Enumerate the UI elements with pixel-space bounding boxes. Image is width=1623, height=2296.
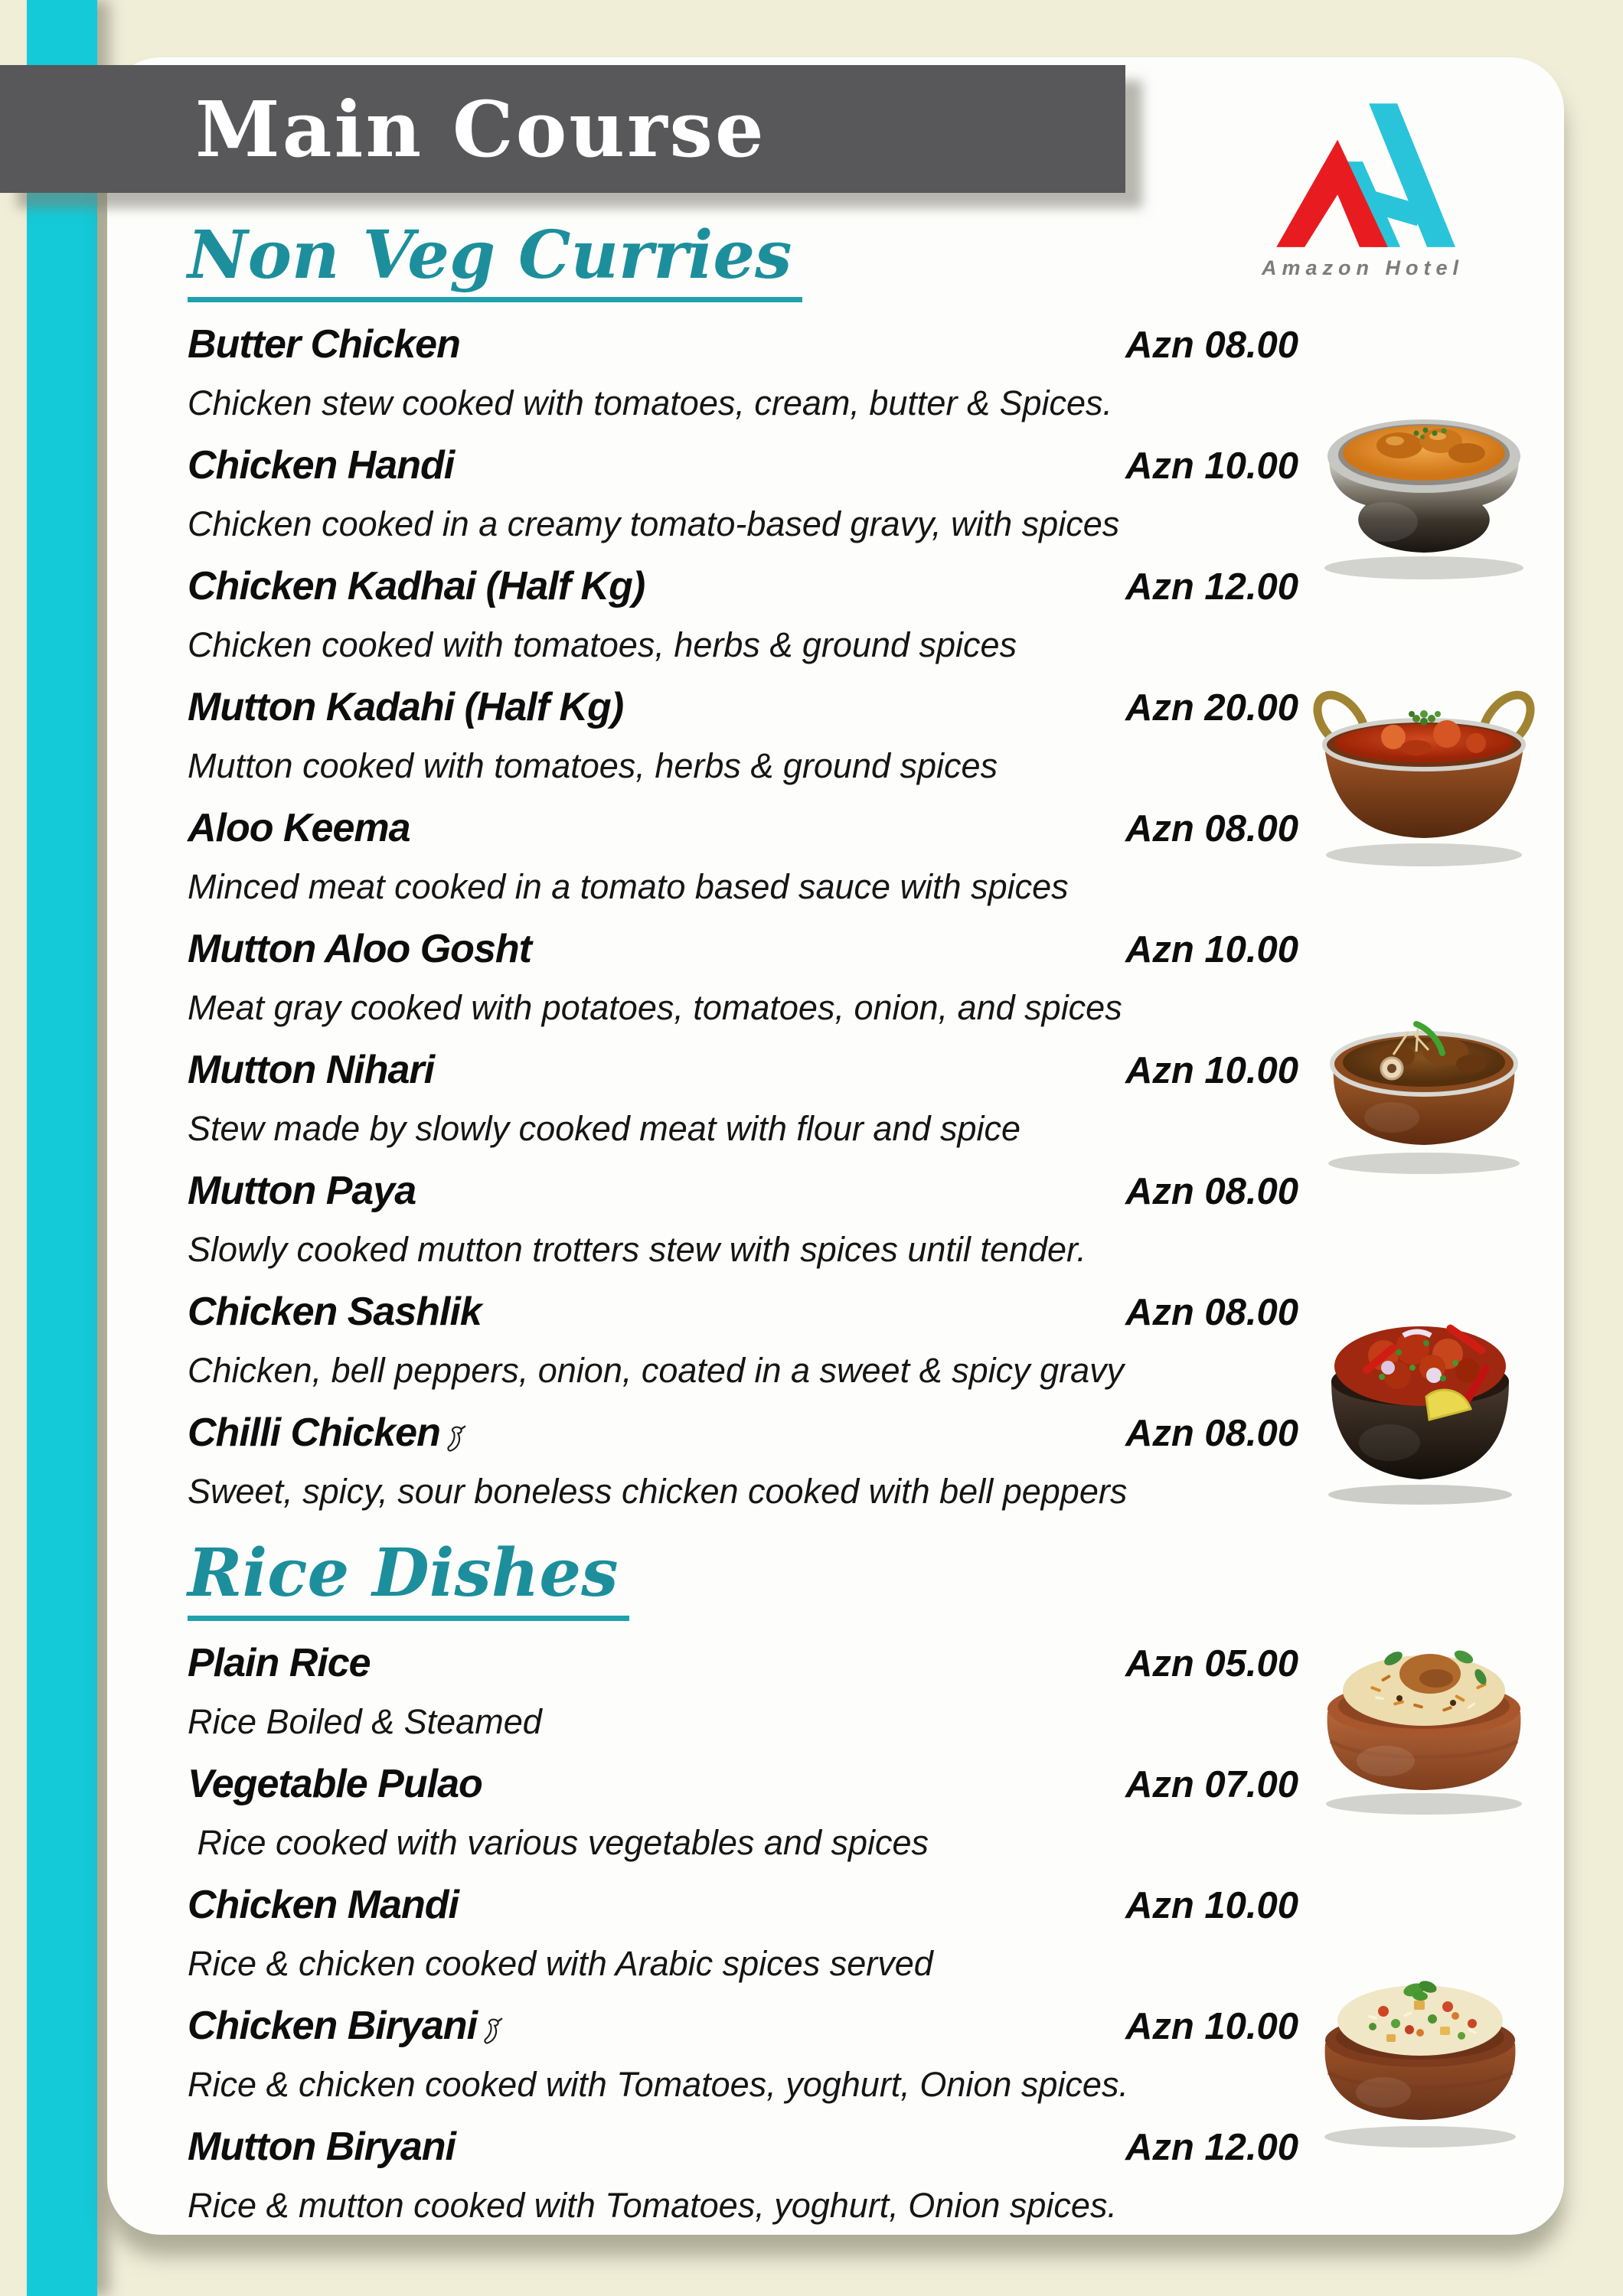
- menu-item-row: [188, 556, 1397, 617]
- item-name: Plain Rice: [188, 1640, 371, 1685]
- item-name: Mutton Biryani: [188, 2124, 456, 2169]
- menu-item: [188, 1875, 1397, 1996]
- item-name-wrap: [188, 1161, 1125, 1221]
- vegetable-rice-photo: [1298, 1944, 1543, 2174]
- menu-item: [188, 919, 1397, 1040]
- menu-item-row: [188, 2117, 1397, 2177]
- page-title: Main Course: [195, 83, 766, 174]
- item-name-wrap: [188, 1875, 1125, 1936]
- menu-item-row: [188, 1403, 1397, 1463]
- item-name-wrap: [188, 1996, 1125, 2056]
- item-price: Azn 08.00: [1125, 1171, 1299, 1213]
- menu-item: [188, 315, 1397, 435]
- item-description: Chicken, bell peppers, onion, coated in a sweet & spicy gravy: [188, 1351, 1125, 1391]
- mutton-nihari-photo: [1301, 972, 1546, 1202]
- chilli-chicken-photo: [1298, 1282, 1543, 1512]
- item-description: Stew made by slowly cooked meat with flour and spice: [188, 1109, 1021, 1149]
- item-name-wrap: [188, 798, 1125, 859]
- menu-item: [188, 556, 1397, 677]
- item-description: Meat gray cooked with potatoes, tomatoes, onion, and spices: [188, 988, 1122, 1028]
- item-price: Azn 07.00: [1125, 1763, 1299, 1805]
- item-price: Azn 10.00: [1125, 2005, 1299, 2047]
- item-description: Sweet, spicy, sour boneless chicken cooked with bell peppers: [188, 1472, 1128, 1512]
- item-name-wrap: [188, 677, 1125, 738]
- item-name: Mutton Aloo Gosht: [188, 927, 531, 972]
- item-description: Rice & chicken cooked with Tomatoes, yoghurt, Onion spices.: [188, 2064, 1128, 2104]
- item-name: Chicken Sashlik: [188, 1290, 482, 1335]
- menu-card: [107, 57, 1564, 2235]
- chili-icon: [483, 2017, 509, 2045]
- menu-item: [188, 1282, 1397, 1403]
- menu-item: [188, 1161, 1397, 1282]
- menu-item-row: [188, 798, 1397, 859]
- menu-item: [188, 798, 1397, 919]
- item-name: Mutton Paya: [188, 1169, 416, 1214]
- item-name-wrap: [188, 556, 1125, 617]
- item-name-wrap: [188, 1754, 1125, 1815]
- butter-chicken-photo: [1301, 360, 1546, 589]
- item-description: Minced meat cooked in a tomato based sauce with spices: [188, 867, 1069, 907]
- section-heading: Rice Dishes: [188, 1534, 629, 1620]
- menu-item: [188, 1040, 1397, 1161]
- item-description: Chicken cooked in a creamy tomato-based gravy, with spices: [188, 504, 1120, 544]
- item-name: Aloo Keema: [188, 806, 410, 851]
- item-name-wrap: [188, 315, 1125, 375]
- item-description: Rice Boiled & Steamed: [188, 1701, 542, 1741]
- menu-item-row: [188, 1875, 1397, 1936]
- mutton-kadahi-photo: [1301, 654, 1546, 884]
- item-name: Chicken Biryani: [188, 2003, 478, 2048]
- item-name: Chicken Kadhai (Half Kg): [188, 564, 645, 609]
- menu-item: [188, 2117, 1397, 2238]
- menu-item: [188, 677, 1397, 798]
- item-price: Azn 10.00: [1125, 929, 1299, 971]
- item-description: Rice & mutton cooked with Tomatoes, yoghurt, Onion spices.: [188, 2185, 1117, 2225]
- menu-item-row: [188, 1754, 1397, 1815]
- title-band: [0, 65, 1125, 193]
- menu-sections: [188, 217, 1397, 2238]
- menu-item-row: [188, 435, 1397, 496]
- item-description: Mutton cooked with tomatoes, herbs & ground spices: [188, 746, 998, 786]
- section-items: [188, 1633, 1397, 2238]
- item-price: Azn 12.00: [1125, 566, 1299, 608]
- item-description: Chicken stew cooked with tomatoes, cream, butter & Spices.: [188, 383, 1113, 423]
- item-price: Azn 10.00: [1125, 445, 1299, 488]
- item-name: Vegetable Pulao: [188, 1761, 482, 1806]
- item-name: Mutton Nihari: [188, 1048, 435, 1093]
- item-name: Chicken Handi: [188, 443, 455, 488]
- item-description: Rice cooked with various vegetables and spices: [188, 1822, 929, 1862]
- menu-item-row: [188, 1633, 1397, 1694]
- item-description: Chicken cooked with tomatoes, herbs & ground spices: [188, 625, 1017, 665]
- menu-item-row: [188, 919, 1397, 980]
- item-name-wrap: [188, 1040, 1125, 1101]
- menu-item-row: [188, 1161, 1397, 1221]
- item-name-wrap: [188, 1403, 1125, 1463]
- item-price: Azn 05.00: [1125, 1642, 1299, 1684]
- item-name: Butter Chicken: [188, 322, 460, 367]
- menu-item-row: [188, 1282, 1397, 1342]
- item-name-wrap: [188, 2117, 1125, 2177]
- menu-item: [188, 1996, 1397, 2117]
- section-heading: Non Veg Curries: [188, 217, 802, 302]
- menu-item-row: [188, 677, 1397, 738]
- item-name-wrap: [188, 919, 1125, 980]
- item-name: Mutton Kadahi (Half Kg): [188, 685, 624, 730]
- menu-section: [188, 217, 1397, 1524]
- item-price: Azn 08.00: [1125, 1413, 1299, 1455]
- menu-item-row: [188, 1996, 1397, 2056]
- item-name: Chicken Mandi: [188, 1882, 459, 1927]
- teal-stripe: [27, 0, 97, 2296]
- item-price: Azn 08.00: [1125, 325, 1299, 367]
- item-description: Rice & chicken cooked with Arabic spices served: [188, 1943, 933, 1983]
- item-price: Azn 08.00: [1125, 808, 1299, 850]
- item-name-wrap: [188, 1633, 1125, 1694]
- item-description: Slowly cooked mutton trotters stew with spices until tender.: [188, 1230, 1086, 1270]
- item-price: Azn 08.00: [1125, 1292, 1299, 1334]
- item-price: Azn 20.00: [1125, 687, 1299, 729]
- section-items: [188, 315, 1397, 1524]
- item-name-wrap: [188, 435, 1125, 496]
- item-price: Azn 10.00: [1125, 1050, 1299, 1092]
- menu-item: [188, 1633, 1397, 1754]
- item-price: Azn 12.00: [1125, 2126, 1299, 2168]
- item-name: Chilli Chicken: [188, 1411, 440, 1456]
- item-name-wrap: [188, 1282, 1125, 1342]
- chicken-biryani-photo: [1301, 1611, 1546, 1841]
- chili-icon: [446, 1425, 472, 1453]
- item-price: Azn 10.00: [1125, 1884, 1299, 1926]
- menu-section: [188, 1534, 1397, 2237]
- menu-item-row: [188, 315, 1397, 375]
- logo-text: Amazon Hotel: [1261, 256, 1464, 279]
- menu-item-row: [188, 1040, 1397, 1101]
- menu-item: [188, 1403, 1397, 1524]
- menu-item: [188, 1754, 1397, 1875]
- menu-item: [188, 435, 1397, 556]
